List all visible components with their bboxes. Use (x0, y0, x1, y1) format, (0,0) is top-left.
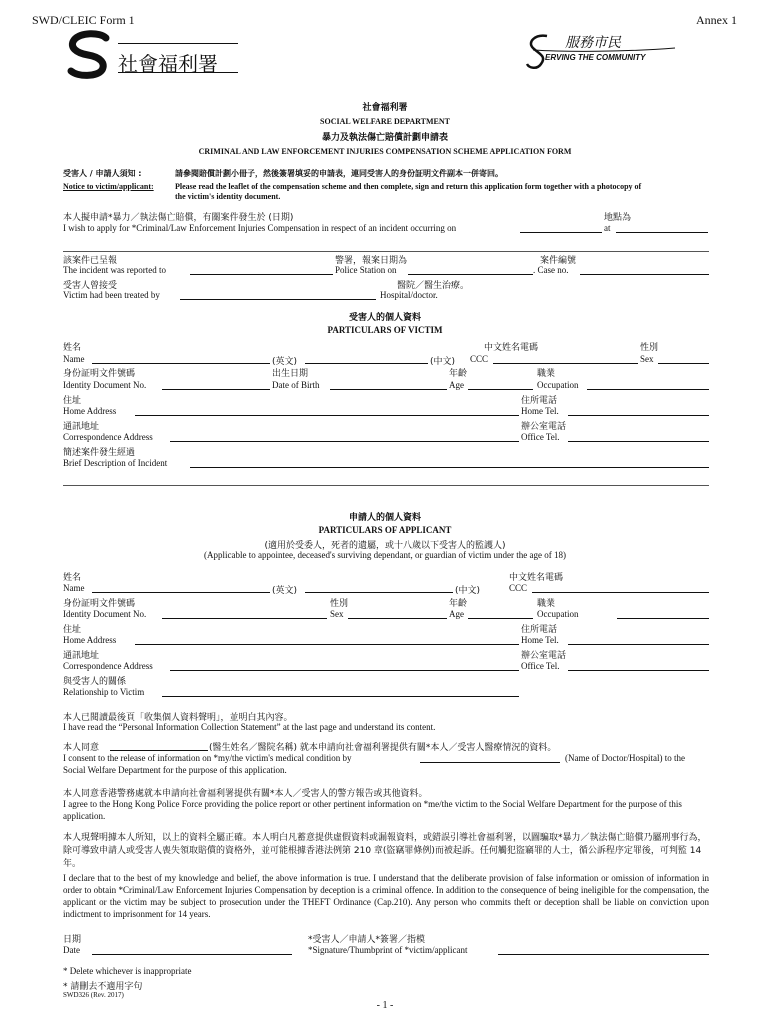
case-en: . Case no. (533, 265, 569, 275)
victim-age-zh: 年齡 (449, 369, 468, 379)
applicant-corr-en: Correspondence Address (63, 661, 153, 671)
victim-hometel-en: Home Tel. (521, 406, 559, 416)
signature-en: *Signature/Thumbprint of *victim/applicant (308, 945, 468, 955)
victim-corr-en: Correspondence Address (63, 432, 153, 442)
incident-date-field[interactable] (520, 232, 602, 233)
delete-note-en: * Delete whichever is inappropriate (63, 966, 192, 976)
dept-title-en: SOCIAL WELFARE DEPARTMENT (320, 117, 450, 126)
applicant-id-field[interactable] (162, 618, 327, 619)
read-statement-en: I have read the “Personal Information Collection Statement” at the last page and understand its content. (63, 722, 436, 732)
applicant-home-en: Home Address (63, 635, 117, 645)
victim-name-chinese-field[interactable] (305, 363, 428, 364)
victim-occ-en: Occupation (537, 380, 579, 390)
report-date-field[interactable] (408, 274, 533, 275)
victim-chinese-marker: (中文) (430, 357, 456, 367)
applicant-name-chinese-field[interactable] (305, 592, 453, 593)
victim-id-zh: 身份証明文件號碼 (63, 369, 136, 379)
declaration-en: I declare that to the best of my knowledge and belief, the above information is true. I understand that the deliberate provision of false information or omission of information in order to obtain *Criminal/Law Enforcement Injuries Compensation by deception is a criminal offence. In addition to the consequence of being ineligible for the compensation, the applicant or the victim may be subject to prosecution under the THEFT Ordinance (Cap.210). Any person who commits theft or deception shall be liable on conviction upon indictment to imprisonment for 14 years. (63, 873, 709, 919)
victim-office-tel-field[interactable] (568, 441, 709, 442)
victim-sex-zh: 性別 (640, 343, 659, 353)
applicant-sub-zh: (適用於受委人，死者的遺屬，或十八歲以下受害人的監護人) (264, 541, 506, 551)
relationship-field[interactable] (162, 696, 519, 697)
victim-name-zh: 姓名 (63, 343, 82, 353)
victim-name-english-field[interactable] (92, 363, 270, 364)
notice-text-zh: 請參閱賠償計劃小冊子，然後簽署填妥的申請表，連同受害人的身份証明文件副本一併寄回。 (175, 169, 503, 178)
applicant-age-field[interactable] (468, 618, 533, 619)
applicant-ccc-zh: 中文姓名電碼 (509, 573, 564, 583)
applicant-chinese-marker: (中文) (455, 586, 481, 596)
serving-zh: 服務市民 (565, 35, 621, 51)
victim-occ-zh: 職業 (537, 369, 556, 379)
hospital-en: Hospital/doctor. (380, 290, 438, 300)
victim-name-en: Name (63, 354, 85, 364)
victim-home-zh: 住址 (63, 396, 82, 406)
applicant-title-en: PARTICULARS OF APPLICANT (318, 525, 452, 535)
read-statement-zh: 本人已閱讀最後頁「收集個人資料聲明」，並明白其內容。 (63, 713, 293, 723)
consent-zh-b: (醫生姓名／醫院名稱) 就本申請向社會福利署提供有關*本人／受害人醫療情況的資料。 (209, 743, 557, 753)
victim-title-en: PARTICULARS OF VICTIM (327, 325, 443, 335)
victim-age-field[interactable] (468, 389, 533, 390)
treated-zh: 受害人曾接受 (63, 281, 118, 291)
consent-en-a: I consent to the release of information on *my/the victim's medical condition by (63, 753, 352, 763)
reported-zh: 該案件已呈報 (63, 256, 118, 266)
place-en: at (604, 223, 611, 233)
form-title-zh: 暴力及執法傷亡賠償計劃申請表 (321, 133, 448, 143)
dept-logo-text: 社會福利署 (118, 52, 218, 76)
police-station-field[interactable] (190, 274, 333, 275)
place-zh: 地點為 (604, 213, 632, 223)
victim-age-en: Age (449, 380, 464, 390)
signature-date-field[interactable] (92, 954, 292, 955)
form-title-en: CRIMINAL AND LAW ENFORCEMENT INJURIES COMPENSATION SCHEME APPLICATION FORM (198, 147, 572, 156)
victim-home-address-field[interactable] (135, 415, 519, 416)
victim-offtel-zh: 辦公室電話 (521, 422, 567, 432)
applicant-rel-zh: 與受害人的關係 (63, 677, 127, 687)
doctor-name-en-field[interactable] (420, 762, 560, 763)
applicant-home-tel-field[interactable] (568, 644, 709, 645)
victim-ccc-field[interactable] (493, 363, 638, 364)
victim-sex-en: Sex (640, 354, 654, 364)
victim-hometel-zh: 住所電話 (521, 396, 558, 406)
applicant-age-en: Age (449, 609, 464, 619)
date-en: Date (63, 945, 80, 955)
victim-dob-field[interactable] (330, 389, 447, 390)
applicant-home-zh: 住址 (63, 625, 82, 635)
victim-english-marker: (英文) (272, 357, 298, 367)
victim-brief-zh: 簡述案件發生經過 (63, 448, 136, 458)
doctor-name-zh-field[interactable] (110, 750, 208, 751)
divider (63, 485, 709, 486)
delete-note-zh: * 請刪去不適用字句 (63, 982, 143, 992)
applicant-hometel-en: Home Tel. (521, 635, 559, 645)
page-number: - 1 - (376, 1000, 394, 1011)
applicant-offtel-en: Office Tel. (521, 661, 560, 671)
victim-offtel-en: Office Tel. (521, 432, 560, 442)
applicant-name-english-field[interactable] (92, 592, 270, 593)
date-zh: 日期 (63, 935, 82, 945)
swd-logo-icon (66, 30, 112, 80)
police-consent-en: I agree to the Hong Kong Police Force providing the police report or other pertinent information on *me/the victim to the Social Welfare Department for the purpose of this application. (63, 799, 682, 821)
applicant-sub-en: (Applicable to appointee, deceased's surviving dependant, or guardian of victim under the age of 18) (204, 550, 566, 560)
apply-en: I wish to apply for *Criminal/Law Enforcement Injuries Compensation in respect of an incident occurring on (63, 223, 457, 233)
applicant-corr-address-field[interactable] (170, 670, 519, 671)
declaration-zh: 本人現聲明據本人所知，以上的資料全屬正確。本人明白凡蓄意提供虛假資料或漏報資料，或錯誤引導社會福利署，以圖騙取*暴力／執法傷亡賠償乃屬刑事行為，除可導致申請人或受害人喪失領取賠償的資格外，並可能根據香港法例第 210 章(盜竊罪條例)而被起訴。任何觸犯盜竊罪的人士，循公訴程序定罪後，可判監 14 年。 (63, 833, 707, 869)
notice-text-en-1: Please read the leaflet of the compensation scheme and then complete, sign and return this application form together with a photocopy of (175, 182, 642, 191)
victim-ccc-zh: 中文姓名電碼 (484, 343, 539, 353)
applicant-corr-zh: 通訊地址 (63, 651, 100, 661)
applicant-home-address-field[interactable] (135, 644, 519, 645)
applicant-occ-zh: 職業 (537, 599, 556, 609)
annex-label: Annex 1 (696, 13, 737, 27)
victim-ccc-en: CCC (470, 354, 489, 364)
applicant-sex-zh: 性別 (330, 599, 349, 609)
serving-en: ERVING THE COMMUNITY (545, 53, 646, 62)
signature-field[interactable] (498, 954, 709, 955)
consent-en-c: Social Welfare Department for the purpose of this application. (63, 765, 287, 775)
victim-corr-address-field[interactable] (170, 441, 519, 442)
applicant-occ-en: Occupation (537, 609, 579, 619)
applicant-sex-en: Sex (330, 609, 344, 619)
incident-description-field[interactable] (190, 467, 709, 468)
hospital-field[interactable] (180, 299, 376, 300)
victim-dob-zh: 出生日期 (272, 369, 309, 379)
consent-zh-a: 本人同意 (63, 743, 100, 753)
divider (63, 251, 709, 252)
applicant-rel-en: Relationship to Victim (63, 687, 145, 697)
victim-dob-en: Date of Birth (272, 380, 320, 390)
applicant-title-zh: 申請人的個人資料 (348, 513, 421, 523)
applicant-sex-field[interactable] (348, 618, 447, 619)
case-number-field[interactable] (580, 274, 709, 275)
victim-home-en: Home Address (63, 406, 117, 416)
notice-label-en: Notice to victim/applicant: (63, 182, 154, 191)
applicant-offtel-zh: 辦公室電話 (521, 651, 567, 661)
apply-zh: 本人擬申請*暴力／執法傷亡賠償，有關案件發生於 (日期) (63, 213, 294, 223)
reported-en: The incident was reported to (63, 265, 166, 275)
applicant-age-zh: 年齡 (449, 599, 468, 609)
notice-text-en-2: the victim's identity document. (175, 192, 281, 201)
signature-zh: *受害人／申請人*簽署／指模 (308, 935, 426, 945)
treated-en: Victim had been treated by (63, 290, 160, 300)
victim-brief-en: Brief Description of Incident (63, 458, 168, 468)
applicant-hometel-zh: 住所電話 (521, 625, 558, 635)
applicant-occupation-field[interactable] (617, 618, 709, 619)
applicant-name-zh: 姓名 (63, 573, 82, 583)
applicant-ccc-field[interactable] (532, 592, 709, 593)
incident-place-field[interactable] (616, 232, 708, 233)
hospital-zh: 醫院／醫生治療。 (397, 281, 470, 291)
victim-corr-zh: 通訊地址 (63, 422, 100, 432)
logo-rule-bottom (118, 72, 238, 73)
applicant-id-en: Identity Document No. (63, 609, 147, 619)
consent-en-b: (Name of Doctor/Hospital) to the (565, 753, 685, 763)
police-zh: 警署，報案日期為 (335, 256, 408, 266)
notice-label-zh: 受害人 / 申請人須知 : (63, 169, 142, 178)
applicant-english-marker: (英文) (272, 586, 298, 596)
revision-code: SWD326 (Rev. 2017) (63, 991, 124, 999)
victim-sex-field[interactable] (658, 363, 709, 364)
dept-title-zh: 社會福利署 (362, 103, 408, 113)
victim-id-en: Identity Document No. (63, 380, 147, 390)
victim-id-field[interactable] (162, 389, 270, 390)
applicant-name-en: Name (63, 583, 85, 593)
case-zh: 案件編號 (540, 256, 577, 266)
logo-rule-top (118, 43, 238, 44)
applicant-id-zh: 身份証明文件號碼 (63, 599, 136, 609)
victim-occupation-field[interactable] (587, 389, 709, 390)
victim-title-zh: 受害人的個人資料 (348, 313, 421, 323)
victim-home-tel-field[interactable] (568, 415, 709, 416)
applicant-ccc-en: CCC (509, 583, 528, 593)
applicant-office-tel-field[interactable] (568, 670, 709, 671)
police-consent-zh: 本人同意香港警務處就本申請向社會福利署提供有關*本人／受害人的警方報告或其他資料。 (63, 789, 428, 799)
police-en: Police Station on (335, 265, 397, 275)
form-id: SWD/CLEIC Form 1 (32, 13, 135, 27)
